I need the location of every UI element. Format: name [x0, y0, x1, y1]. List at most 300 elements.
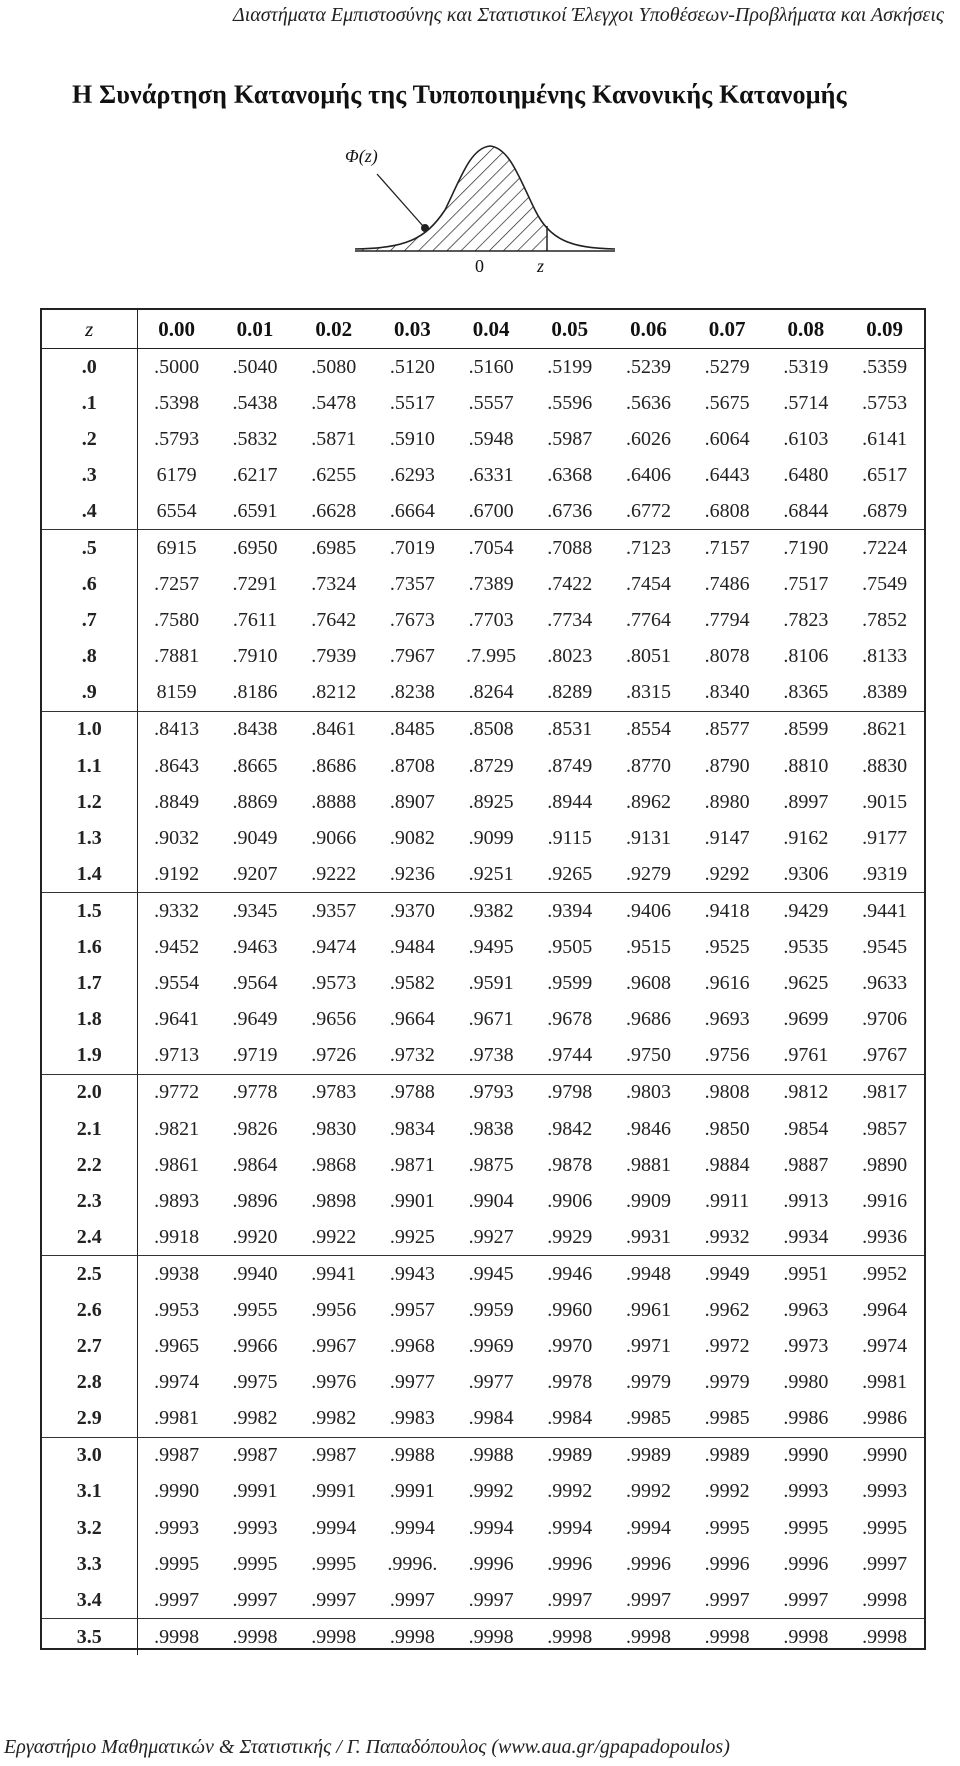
probability-cell: .8749 — [547, 754, 593, 777]
table-row — [42, 1147, 924, 1183]
column-header: 0.03 — [373, 310, 452, 349]
probability-cell: .8925 — [468, 790, 514, 813]
probability-cell: .9192 — [137, 856, 216, 893]
z-value-cell: 1.2 — [42, 784, 137, 820]
probability-cell: .9991 — [311, 1480, 357, 1503]
probability-cell: .8289 — [530, 675, 609, 712]
probability-cell: .9979 — [625, 1371, 671, 1394]
probability-cell: .9625 — [783, 972, 829, 995]
probability-cell: .9099 — [468, 826, 514, 849]
table-row — [42, 1510, 924, 1546]
probability-cell: .9963 — [783, 1298, 829, 1321]
probability-cell: .9115 — [547, 826, 592, 849]
probability-cell: .6368 — [547, 463, 593, 486]
probability-cell: .9998 — [389, 1625, 435, 1648]
probability-cell: .9292 — [688, 856, 767, 893]
column-header: 0.04 — [452, 310, 531, 349]
table-body — [42, 349, 924, 1656]
probability-cell: .9265 — [530, 856, 609, 893]
probability-cell: .9998 — [468, 1625, 514, 1648]
probability-cell: .9418 — [704, 899, 750, 922]
probability-cell: .7823 — [783, 609, 829, 632]
probability-cell: .7123 — [625, 537, 671, 560]
probability-cell: .9992 — [547, 1480, 593, 1503]
probability-cell: .9994 — [625, 1516, 671, 1539]
probability-cell: .9988 — [389, 1444, 435, 1467]
probability-cell: .9319 — [845, 856, 924, 893]
probability-cell: .9842 — [547, 1117, 593, 1140]
probability-cell: .9997 — [862, 1552, 908, 1575]
probability-cell: .5636 — [625, 391, 671, 414]
cdf-table — [42, 310, 924, 1655]
probability-cell: .8770 — [625, 754, 671, 777]
probability-cell: .9868 — [311, 1153, 357, 1176]
probability-cell: .9996 — [783, 1552, 829, 1575]
probability-cell: .9969 — [468, 1335, 514, 1358]
z-value-cell: 2.8 — [42, 1365, 137, 1401]
probability-cell: .6255 — [311, 463, 357, 486]
probability-cell: .9857 — [862, 1117, 908, 1140]
probability-cell: .9913 — [783, 1189, 829, 1212]
table-row — [42, 457, 924, 493]
probability-cell: .7291 — [232, 573, 278, 596]
probability-cell: .9966 — [232, 1335, 278, 1358]
probability-cell: .9978 — [547, 1371, 593, 1394]
probability-cell: .6217 — [232, 463, 278, 486]
z-value-cell: .0 — [42, 349, 137, 386]
probability-cell: .9981 — [862, 1371, 908, 1394]
probability-cell: .8686 — [311, 754, 357, 777]
z-value-cell: 1.0 — [42, 711, 137, 748]
probability-cell: .9983 — [373, 1401, 452, 1438]
probability-cell: .8997 — [783, 790, 829, 813]
probability-cell: .9951 — [783, 1262, 829, 1285]
probability-cell: .9744 — [530, 1038, 609, 1075]
probability-cell: .8962 — [625, 790, 671, 813]
probability-cell: .8643 — [154, 754, 200, 777]
probability-cell: .9955 — [232, 1298, 278, 1321]
z-value-cell: 3.1 — [42, 1474, 137, 1510]
z-label: z — [537, 256, 545, 276]
probability-cell: .9964 — [862, 1298, 908, 1321]
probability-cell: .9997 — [373, 1582, 452, 1619]
z-value-cell: 3.4 — [42, 1582, 137, 1619]
probability-cell: .9985 — [688, 1401, 767, 1438]
probability-cell: .9997 — [609, 1582, 688, 1619]
probability-cell: .7517 — [783, 573, 829, 596]
probability-cell: .9984 — [530, 1401, 609, 1438]
probability-cell: .8944 — [547, 790, 593, 813]
probability-cell: .5948 — [468, 427, 514, 450]
z-value-cell: .5 — [42, 530, 137, 567]
probability-cell: .9641 — [154, 1008, 200, 1031]
z-value-cell: 2.3 — [42, 1183, 137, 1219]
table-row — [42, 856, 924, 893]
table-row — [42, 675, 924, 712]
table-row — [42, 421, 924, 457]
probability-cell: .8849 — [154, 790, 200, 813]
probability-cell: .9279 — [609, 856, 688, 893]
z-value-cell: 1.8 — [42, 1002, 137, 1038]
probability-cell: .8365 — [767, 675, 846, 712]
probability-cell: .5359 — [862, 355, 908, 378]
probability-cell: .9929 — [530, 1219, 609, 1256]
z-value-cell: 2.9 — [42, 1401, 137, 1438]
probability-cell: .7764 — [625, 609, 671, 632]
probability-cell: .7703 — [468, 609, 514, 632]
probability-cell: .9940 — [232, 1262, 278, 1285]
probability-cell: .9864 — [232, 1153, 278, 1176]
running-header: Διαστήματα Εμπιστοσύνης και Στατιστικοί Έλεγχοι Υποθέσεων-Προβλήματα και Ασκήσεις — [233, 4, 944, 26]
probability-cell: .9994 — [468, 1516, 514, 1539]
probability-cell: .9177 — [862, 826, 908, 849]
probability-cell: .9987 — [232, 1444, 278, 1467]
probability-cell: .9911 — [705, 1189, 750, 1212]
probability-cell: .9394 — [547, 899, 593, 922]
z-value-cell: .2 — [42, 421, 137, 457]
probability-cell: .9998 — [625, 1625, 671, 1648]
table-row — [42, 1219, 924, 1256]
probability-cell: .9973 — [783, 1335, 829, 1358]
header-row — [42, 310, 924, 349]
probability-cell: .9788 — [389, 1081, 435, 1104]
probability-cell: .9821 — [154, 1117, 200, 1140]
probability-cell: .8023 — [547, 645, 593, 668]
probability-cell: .9306 — [767, 856, 846, 893]
probability-cell: .5596 — [547, 391, 593, 414]
probability-cell: .9981 — [137, 1401, 216, 1438]
probability-cell: .5478 — [311, 391, 357, 414]
table-row — [42, 639, 924, 675]
z-value-cell: 1.4 — [42, 856, 137, 893]
probability-cell: .9793 — [468, 1081, 514, 1104]
probability-cell: .9945 — [468, 1262, 514, 1285]
probability-cell: .9545 — [862, 936, 908, 959]
probability-cell: .7157 — [704, 537, 750, 560]
pointer-line — [377, 174, 423, 226]
probability-cell: .6443 — [704, 463, 750, 486]
probability-cell: .9032 — [154, 826, 200, 849]
probability-cell: .8315 — [609, 675, 688, 712]
probability-cell: .9992 — [468, 1480, 514, 1503]
probability-cell: .9147 — [704, 826, 750, 849]
probability-cell: .9906 — [547, 1189, 593, 1212]
probability-cell: .9938 — [154, 1262, 200, 1285]
table-row — [42, 1546, 924, 1582]
probability-cell: .9850 — [704, 1117, 750, 1140]
probability-cell: .9965 — [154, 1335, 200, 1358]
z-value-cell: 2.5 — [42, 1256, 137, 1293]
table-row — [42, 893, 924, 930]
probability-cell: .9686 — [625, 1008, 671, 1031]
probability-cell: .7580 — [154, 609, 200, 632]
normal-curve-figure — [345, 140, 625, 280]
probability-cell: .7642 — [311, 609, 357, 632]
probability-cell: .9934 — [767, 1219, 846, 1256]
probability-cell: .9893 — [154, 1189, 200, 1212]
probability-cell: .9985 — [609, 1401, 688, 1438]
probability-cell: .5793 — [154, 427, 200, 450]
probability-cell: .9987 — [154, 1444, 200, 1467]
probability-cell: .9998 — [704, 1625, 750, 1648]
probability-cell: .9986 — [845, 1401, 924, 1438]
probability-cell: .9357 — [311, 899, 357, 922]
probability-cell: .9429 — [783, 899, 829, 922]
probability-cell: .5910 — [389, 427, 435, 450]
probability-cell: .9975 — [232, 1371, 278, 1394]
probability-cell: .9980 — [783, 1371, 829, 1394]
probability-cell: .7881 — [154, 645, 200, 668]
probability-cell: .9896 — [232, 1189, 278, 1212]
z-value-cell: .1 — [42, 385, 137, 421]
probability-cell: .8212 — [294, 675, 373, 712]
probability-cell: .9834 — [389, 1117, 435, 1140]
probability-cell: .6406 — [625, 463, 671, 486]
probability-cell: .9943 — [389, 1262, 435, 1285]
probability-cell: .9997 — [452, 1582, 531, 1619]
probability-cell: .6517 — [862, 463, 908, 486]
probability-cell: .9927 — [452, 1219, 531, 1256]
probability-cell: .9998 — [311, 1625, 357, 1648]
probability-cell: .9990 — [862, 1444, 908, 1467]
probability-cell: .9778 — [232, 1081, 278, 1104]
probability-cell: .6480 — [783, 463, 829, 486]
probability-cell: .9474 — [311, 936, 357, 959]
normal-table — [40, 308, 926, 1650]
z-value-cell: .4 — [42, 493, 137, 530]
z-value-cell: 3.0 — [42, 1437, 137, 1474]
probability-cell: .9370 — [389, 899, 435, 922]
probability-cell: .5120 — [389, 355, 435, 378]
probability-cell: .9750 — [609, 1038, 688, 1075]
table-row — [42, 966, 924, 1002]
probability-cell: .9535 — [783, 936, 829, 959]
probability-cell: .9918 — [137, 1219, 216, 1256]
table-row — [42, 385, 924, 421]
probability-cell: .9925 — [373, 1219, 452, 1256]
probability-cell: .9974 — [862, 1335, 908, 1358]
probability-cell: .6026 — [625, 427, 671, 450]
probability-cell: .9998 — [862, 1625, 908, 1648]
table-row — [42, 1183, 924, 1219]
probability-cell: .9967 — [311, 1335, 357, 1358]
probability-cell: .5319 — [783, 355, 829, 378]
z-value-cell: 2.6 — [42, 1292, 137, 1328]
table-row — [42, 711, 924, 748]
probability-cell: .9995 — [154, 1552, 200, 1575]
probability-cell: .9803 — [625, 1081, 671, 1104]
probability-cell: .9946 — [547, 1262, 593, 1285]
table-row — [42, 493, 924, 530]
probability-cell: .8186 — [216, 675, 295, 712]
column-header: 0.05 — [530, 310, 609, 349]
probability-cell: .9798 — [547, 1081, 593, 1104]
probability-cell: .9664 — [389, 1008, 435, 1031]
probability-cell: .9573 — [311, 972, 357, 995]
probability-cell: .6591 — [216, 493, 295, 530]
probability-cell: .9505 — [547, 936, 593, 959]
probability-cell: .9599 — [547, 972, 593, 995]
z-value-cell: 1.6 — [42, 930, 137, 966]
probability-cell: .9131 — [625, 826, 671, 849]
probability-cell: .9952 — [862, 1262, 908, 1285]
probability-cell: .9974 — [154, 1371, 200, 1394]
probability-cell: .8907 — [389, 790, 435, 813]
probability-cell: .9881 — [625, 1153, 671, 1176]
probability-cell: .9719 — [216, 1038, 295, 1075]
probability-cell: 6554 — [137, 493, 216, 530]
table-row — [42, 1292, 924, 1328]
column-header: 0.01 — [216, 310, 295, 349]
probability-cell: .9495 — [468, 936, 514, 959]
probability-cell: .7019 — [389, 537, 435, 560]
probability-cell: .8438 — [232, 718, 278, 741]
probability-cell: .9996 — [547, 1552, 593, 1575]
probability-cell: .8708 — [389, 754, 435, 777]
probability-cell: .6736 — [530, 493, 609, 530]
probability-cell: .5557 — [468, 391, 514, 414]
table-row — [42, 930, 924, 966]
probability-cell: .9887 — [783, 1153, 829, 1176]
z-value-cell: .6 — [42, 567, 137, 603]
table-row — [42, 1365, 924, 1401]
probability-cell: .9956 — [311, 1298, 357, 1321]
probability-cell: .9982 — [294, 1401, 373, 1438]
probability-cell: .9979 — [704, 1371, 750, 1394]
probability-cell: .9991 — [389, 1480, 435, 1503]
probability-cell: .5080 — [311, 355, 357, 378]
phi-label: Φ(z) — [345, 146, 378, 166]
probability-cell: .9998 — [154, 1625, 200, 1648]
probability-cell: .9767 — [845, 1038, 924, 1075]
probability-cell: .9904 — [468, 1189, 514, 1212]
probability-cell: .9082 — [389, 826, 435, 849]
pointer-dot — [421, 224, 429, 232]
probability-cell: .9972 — [704, 1335, 750, 1358]
probability-cell: .6844 — [767, 493, 846, 530]
probability-cell: .7357 — [389, 573, 435, 596]
probability-cell: .6700 — [452, 493, 531, 530]
probability-cell: .8051 — [625, 645, 671, 668]
probability-cell: .9957 — [389, 1298, 435, 1321]
z-value-cell: .8 — [42, 639, 137, 675]
probability-cell: .8980 — [704, 790, 750, 813]
zero-label: 0 — [475, 256, 484, 276]
table-row — [42, 748, 924, 784]
probability-cell: .9920 — [216, 1219, 295, 1256]
probability-cell: .9986 — [767, 1401, 846, 1438]
probability-cell: .5040 — [232, 355, 278, 378]
probability-cell: .9649 — [232, 1008, 278, 1031]
probability-cell: .9995 — [862, 1516, 908, 1539]
probability-cell: .9992 — [704, 1480, 750, 1503]
table-row — [42, 820, 924, 856]
probability-cell: .9441 — [862, 899, 908, 922]
probability-cell: .9901 — [389, 1189, 435, 1212]
column-header: 0.07 — [688, 310, 767, 349]
probability-cell: .8461 — [311, 718, 357, 741]
probability-cell: .9830 — [311, 1117, 357, 1140]
probability-cell: .9909 — [625, 1189, 671, 1212]
probability-cell: .9582 — [389, 972, 435, 995]
z-value-cell: 2.7 — [42, 1329, 137, 1365]
probability-cell: .6064 — [704, 427, 750, 450]
probability-cell: .9525 — [704, 936, 750, 959]
probability-cell: .9756 — [688, 1038, 767, 1075]
probability-cell: .8665 — [232, 754, 278, 777]
probability-cell: .7852 — [862, 609, 908, 632]
probability-cell: .9995 — [783, 1516, 829, 1539]
probability-cell: .9345 — [232, 899, 278, 922]
probability-cell: .9968 — [389, 1335, 435, 1358]
probability-cell: .8485 — [389, 718, 435, 741]
probability-cell: .9838 — [468, 1117, 514, 1140]
probability-cell: .5832 — [232, 427, 278, 450]
probability-cell: .6879 — [845, 493, 924, 530]
probability-cell: .6141 — [862, 427, 908, 450]
probability-cell: .9591 — [468, 972, 514, 995]
probability-cell: .5438 — [232, 391, 278, 414]
probability-cell: .9678 — [547, 1008, 593, 1031]
shaded-area — [355, 146, 615, 251]
probability-cell: .9515 — [625, 936, 671, 959]
probability-cell: .9993 — [862, 1480, 908, 1503]
probability-cell: .9484 — [389, 936, 435, 959]
probability-cell: .9995 — [311, 1552, 357, 1575]
probability-cell: 6179 — [156, 463, 197, 486]
probability-cell: .9015 — [862, 790, 908, 813]
probability-cell: .9971 — [625, 1335, 671, 1358]
probability-cell: .8106 — [783, 645, 829, 668]
probability-cell: .9948 — [625, 1262, 671, 1285]
probability-cell: .8888 — [311, 790, 357, 813]
probability-cell: .9608 — [625, 972, 671, 995]
probability-cell: .5987 — [547, 427, 593, 450]
probability-cell: .9633 — [862, 972, 908, 995]
probability-cell: .9953 — [154, 1298, 200, 1321]
probability-cell: .6628 — [294, 493, 373, 530]
probability-cell: .8078 — [704, 645, 750, 668]
z-value-cell: 1.7 — [42, 966, 137, 1002]
probability-cell: 6915 — [156, 537, 197, 560]
probability-cell: .9871 — [389, 1153, 435, 1176]
probability-cell: .7549 — [862, 573, 908, 596]
probability-cell: .9884 — [704, 1153, 750, 1176]
probability-cell: .7454 — [625, 573, 671, 596]
probability-cell: .6950 — [232, 537, 278, 560]
probability-cell: .9977 — [389, 1371, 435, 1394]
probability-cell: .6103 — [783, 427, 829, 450]
probability-cell: .9826 — [232, 1117, 278, 1140]
probability-cell: .9994 — [311, 1516, 357, 1539]
z-value-cell: 2.1 — [42, 1111, 137, 1147]
probability-cell: .8413 — [154, 718, 200, 741]
probability-cell: .9959 — [468, 1298, 514, 1321]
probability-cell: .9463 — [232, 936, 278, 959]
probability-cell: .9761 — [767, 1038, 846, 1075]
z-value-cell: 3.3 — [42, 1546, 137, 1582]
probability-cell: .9996. — [387, 1552, 438, 1575]
probability-cell: .9982 — [216, 1401, 295, 1438]
probability-cell: .9998 — [845, 1582, 924, 1619]
probability-cell: .9726 — [294, 1038, 373, 1075]
probability-cell: .9693 — [704, 1008, 750, 1031]
probability-cell: .9875 — [468, 1153, 514, 1176]
column-header: 0.02 — [294, 310, 373, 349]
probability-cell: .5000 — [154, 355, 200, 378]
probability-cell: .8264 — [452, 675, 531, 712]
probability-cell: .9846 — [625, 1117, 671, 1140]
